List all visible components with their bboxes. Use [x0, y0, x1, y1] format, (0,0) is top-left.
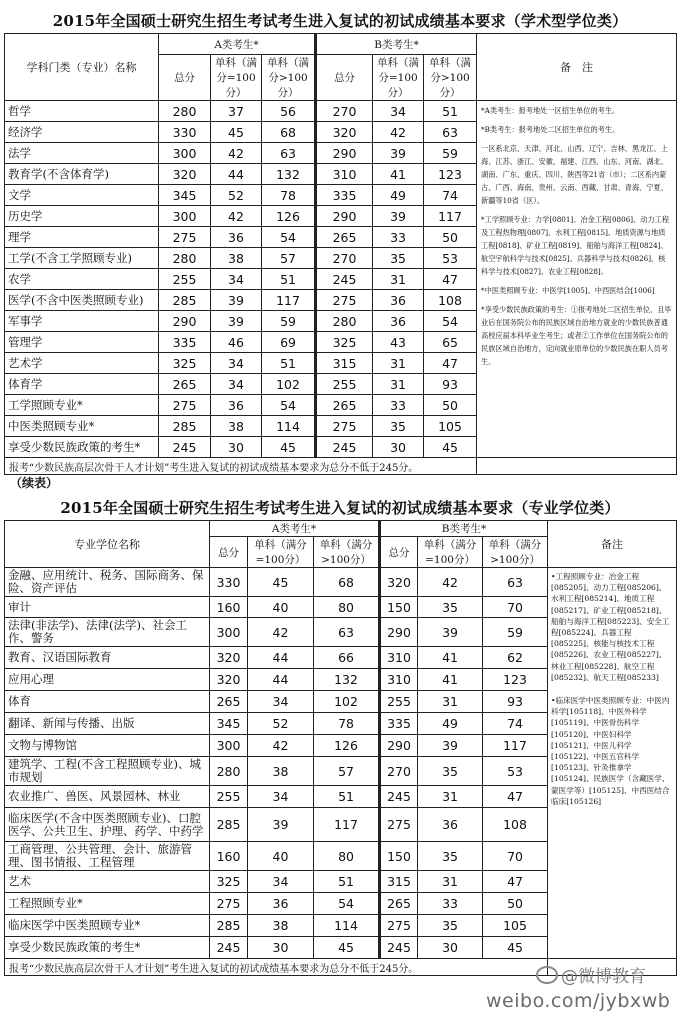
- table-footer-note: 报考“少数民族高层次骨干人才计划”考生进入复试的初试成绩基本要求为总分不低于245分。: [5, 959, 548, 976]
- row-value-cell: 280: [159, 248, 211, 269]
- row-value-cell: 310: [380, 647, 418, 669]
- row-value-cell: 39: [373, 143, 424, 164]
- table1-title: 2015年全国硕士研究生招生考试考生进入复试的初试成绩基本要求（学术型学位类）: [52, 12, 628, 30]
- row-value-cell: 45: [314, 937, 380, 959]
- row-value-cell: 300: [159, 143, 211, 164]
- row-value-cell: 315: [316, 353, 373, 374]
- row-value-cell: 42: [418, 568, 483, 597]
- row-value-cell: 65: [424, 332, 477, 353]
- row-name-cell: 艺术学: [5, 353, 159, 374]
- table1-a-single-header: 单科（满分=100分）: [211, 55, 262, 101]
- row-value-cell: 66: [314, 647, 380, 669]
- row-value-cell: 245: [316, 437, 373, 458]
- row-value-cell: 320: [210, 647, 248, 669]
- row-value-cell: 51: [314, 786, 380, 808]
- row-name-cell: 金融、应用统计、税务、国际商务、保险、资产评估: [5, 568, 210, 597]
- remark-paragraph: *A类考生：报考地处一区招生单位的考生。: [481, 106, 620, 115]
- table1-name-header: 学科门类（专业）名称: [5, 34, 159, 101]
- row-value-cell: 265: [316, 395, 373, 416]
- weibo-watermark-handle: [536, 962, 646, 987]
- row-value-cell: 44: [248, 647, 314, 669]
- row-value-cell: 78: [314, 713, 380, 735]
- row-value-cell: 265: [159, 374, 211, 395]
- row-value-cell: 44: [248, 669, 314, 691]
- row-value-cell: 285: [159, 290, 211, 311]
- row-value-cell: 54: [262, 395, 316, 416]
- row-name-cell: 农学: [5, 269, 159, 290]
- row-value-cell: 310: [380, 669, 418, 691]
- row-value-cell: 52: [248, 713, 314, 735]
- row-value-cell: 93: [483, 691, 548, 713]
- row-value-cell: 290: [316, 206, 373, 227]
- row-value-cell: 290: [159, 311, 211, 332]
- row-value-cell: 105: [424, 416, 477, 437]
- row-value-cell: 126: [314, 735, 380, 757]
- table2-b-single-over-header: 单科（满分>100分）: [483, 537, 548, 568]
- row-name-cell: 经济学: [5, 122, 159, 143]
- row-value-cell: 330: [210, 568, 248, 597]
- row-value-cell: 150: [380, 842, 418, 871]
- row-value-cell: 57: [262, 248, 316, 269]
- row-value-cell: 300: [159, 206, 211, 227]
- row-value-cell: 126: [262, 206, 316, 227]
- row-value-cell: 51: [424, 101, 477, 122]
- row-value-cell: 117: [424, 206, 477, 227]
- row-name-cell: 教育学(不含体育学): [5, 164, 159, 185]
- row-value-cell: 57: [314, 757, 380, 786]
- row-value-cell: 33: [418, 893, 483, 915]
- row-value-cell: 51: [262, 353, 316, 374]
- row-value-cell: 34: [211, 353, 262, 374]
- row-value-cell: 45: [483, 937, 548, 959]
- row-value-cell: 320: [210, 669, 248, 691]
- row-value-cell: 290: [380, 735, 418, 757]
- row-value-cell: 280: [210, 757, 248, 786]
- row-name-cell: 体育: [5, 691, 210, 713]
- row-value-cell: 285: [159, 416, 211, 437]
- row-value-cell: 53: [424, 248, 477, 269]
- row-value-cell: 30: [373, 437, 424, 458]
- row-name-cell: 临床医学(不含中医类照顾专业)、口腔医学、公共卫生、护理、药学、中药学: [5, 808, 210, 842]
- row-value-cell: 59: [424, 143, 477, 164]
- row-value-cell: 335: [316, 185, 373, 206]
- row-name-cell: 哲学: [5, 101, 159, 122]
- row-value-cell: 35: [373, 248, 424, 269]
- row-value-cell: 245: [380, 937, 418, 959]
- weibo-logo-icon: [536, 966, 558, 984]
- row-value-cell: 42: [211, 206, 262, 227]
- remark-paragraph: *工学照顾专业：力学[0801]、冶金工程[0806]、动力工程及工程热物理[0807]、水利工程[0815]、地质资源与地质工程[0818]、矿业工程[0819]、船舶与海洋工程[0824]、航空宇航科学与技术[0825]、兵器科学与技术[0826]、核科学与技术[0827]、农业工程[0828]。: [481, 215, 670, 276]
- row-value-cell: 325: [159, 353, 211, 374]
- table-row: [5, 101, 677, 122]
- row-value-cell: 39: [211, 290, 262, 311]
- table2-b-total-header: 总分: [380, 537, 418, 568]
- row-value-cell: 38: [248, 757, 314, 786]
- row-value-cell: 245: [380, 786, 418, 808]
- row-value-cell: 36: [373, 311, 424, 332]
- row-name-cell: 中医类照顾专业*: [5, 416, 159, 437]
- row-value-cell: 80: [314, 842, 380, 871]
- row-value-cell: 42: [373, 122, 424, 143]
- row-name-cell: 理学: [5, 227, 159, 248]
- row-value-cell: 78: [262, 185, 316, 206]
- row-value-cell: 63: [314, 618, 380, 647]
- row-value-cell: 290: [380, 618, 418, 647]
- row-value-cell: 102: [262, 374, 316, 395]
- row-value-cell: 36: [418, 808, 483, 842]
- row-name-cell: 法律(非法学)、法律(法学)、社会工作、警务: [5, 618, 210, 647]
- row-value-cell: 275: [380, 915, 418, 937]
- remark-paragraph: *B类考生：报考地处二区招生单位的考生。: [481, 125, 620, 134]
- row-name-cell: 教育、汉语国际教育: [5, 647, 210, 669]
- row-value-cell: 47: [424, 353, 477, 374]
- row-value-cell: 41: [418, 669, 483, 691]
- row-value-cell: 37: [211, 101, 262, 122]
- row-value-cell: 46: [211, 332, 262, 353]
- row-value-cell: 31: [373, 353, 424, 374]
- row-value-cell: 345: [210, 713, 248, 735]
- table2-a-single-header: 单科（满分=100分）: [248, 537, 314, 568]
- row-value-cell: 41: [418, 647, 483, 669]
- table2-b-single-header: 单科（满分=100分）: [418, 537, 483, 568]
- row-value-cell: 345: [159, 185, 211, 206]
- row-value-cell: 275: [316, 416, 373, 437]
- row-value-cell: 47: [424, 269, 477, 290]
- row-value-cell: 255: [380, 691, 418, 713]
- row-value-cell: 35: [418, 757, 483, 786]
- row-value-cell: 40: [248, 597, 314, 618]
- row-value-cell: 52: [211, 185, 262, 206]
- row-value-cell: 51: [262, 269, 316, 290]
- row-value-cell: 255: [210, 786, 248, 808]
- weibo-handle-text: @微博教育: [561, 967, 646, 987]
- row-value-cell: 34: [248, 691, 314, 713]
- table2-remark-header: 备注: [548, 521, 677, 568]
- row-name-cell: 医学(不含中医类照顾专业): [5, 290, 159, 311]
- remarks-cell: [548, 568, 677, 959]
- continued-label: （续表）: [10, 476, 59, 490]
- table-footer-note: 报考“少数民族高层次骨干人才计划”考生进入复试的初试成绩基本要求为总分不低于245分。: [5, 458, 477, 475]
- row-name-cell: 享受少数民族政策的考生*: [5, 437, 159, 458]
- row-value-cell: 39: [418, 618, 483, 647]
- weibo-watermark-url: weibo.com/jybxwb: [486, 990, 671, 1012]
- row-value-cell: 50: [483, 893, 548, 915]
- row-value-cell: 42: [211, 143, 262, 164]
- remark-paragraph: •临床医学中医类照顾专业：中医内科学[105118]、中医外科学[105119]、中医骨伤科学[105120]、中医妇科学[105121]、中医儿科学[105122]、中医五官科学[105123]、针灸推拿学[105124]、民族医学（含藏医学、蒙医学等）[105125]、中西医结合临床[105126]: [551, 696, 670, 806]
- row-value-cell: 117: [314, 808, 380, 842]
- row-value-cell: 310: [316, 164, 373, 185]
- row-value-cell: 39: [248, 808, 314, 842]
- row-value-cell: 290: [316, 143, 373, 164]
- row-name-cell: 体育学: [5, 374, 159, 395]
- row-value-cell: 102: [314, 691, 380, 713]
- row-value-cell: 270: [316, 101, 373, 122]
- row-name-cell: 建筑学、工程(不含工程照顾专业)、城市规划: [5, 757, 210, 786]
- remark-paragraph: 一区系北京、天津、河北、山西、辽宁、吉林、黑龙江、上海、江苏、浙江、安徽、福建、江西、山东、河南、湖北、湖南、广东、重庆、四川、陕西等21省（市）；二区系内蒙古、广西、海南、贵州、云南、西藏、甘肃、青海、宁夏、新疆等10省（区）。: [481, 144, 668, 205]
- row-value-cell: 30: [248, 937, 314, 959]
- row-value-cell: 43: [373, 332, 424, 353]
- row-value-cell: 245: [159, 437, 211, 458]
- row-value-cell: 285: [210, 915, 248, 937]
- row-value-cell: 280: [159, 101, 211, 122]
- table1-b-single-over-header: 单科（满分>100分）: [424, 55, 477, 101]
- remark-paragraph: *中医类照顾专业：中医学[1005]、中西医结合[1006]: [481, 286, 655, 295]
- row-value-cell: 62: [483, 647, 548, 669]
- row-value-cell: 117: [483, 735, 548, 757]
- row-value-cell: 114: [314, 915, 380, 937]
- row-value-cell: 39: [211, 311, 262, 332]
- row-value-cell: 47: [483, 871, 548, 893]
- row-value-cell: 270: [316, 248, 373, 269]
- row-name-cell: 军事学: [5, 311, 159, 332]
- row-name-cell: 临床医学中医类照顾专业*: [5, 915, 210, 937]
- table2-b-header: B类考生*: [380, 521, 548, 537]
- row-value-cell: 114: [262, 416, 316, 437]
- table1-remark-header: 备 注: [477, 34, 677, 101]
- table1: [4, 33, 677, 475]
- row-value-cell: 39: [418, 735, 483, 757]
- table1-a-single-over-header: 单科（满分>100分）: [262, 55, 316, 101]
- row-value-cell: 59: [483, 618, 548, 647]
- row-name-cell: 工学照顾专业*: [5, 395, 159, 416]
- row-value-cell: 49: [418, 713, 483, 735]
- row-value-cell: 35: [418, 915, 483, 937]
- row-value-cell: 31: [418, 691, 483, 713]
- table1-a-header: A类考生*: [159, 34, 316, 55]
- row-value-cell: 300: [210, 618, 248, 647]
- row-value-cell: 280: [316, 311, 373, 332]
- row-value-cell: 54: [314, 893, 380, 915]
- row-name-cell: 审计: [5, 597, 210, 618]
- row-value-cell: 245: [316, 269, 373, 290]
- row-value-cell: 93: [424, 374, 477, 395]
- row-value-cell: 325: [210, 871, 248, 893]
- table-row: [5, 568, 677, 597]
- remarks-cell: [477, 101, 677, 458]
- row-value-cell: 275: [210, 893, 248, 915]
- row-value-cell: 265: [380, 893, 418, 915]
- row-value-cell: 335: [159, 332, 211, 353]
- row-value-cell: 150: [380, 597, 418, 618]
- row-value-cell: 80: [314, 597, 380, 618]
- row-value-cell: 63: [424, 122, 477, 143]
- table1-b-single-header: 单科（满分=100分）: [373, 55, 424, 101]
- row-value-cell: 320: [159, 164, 211, 185]
- row-value-cell: 325: [316, 332, 373, 353]
- table2-a-single-over-header: 单科（满分>100分）: [314, 537, 380, 568]
- row-value-cell: 39: [373, 206, 424, 227]
- row-value-cell: 36: [211, 227, 262, 248]
- row-value-cell: 38: [211, 248, 262, 269]
- table2-name-header: 专业学位名称: [5, 521, 210, 568]
- row-value-cell: 74: [483, 713, 548, 735]
- row-value-cell: 35: [418, 842, 483, 871]
- row-value-cell: 63: [262, 143, 316, 164]
- row-value-cell: 275: [159, 395, 211, 416]
- row-value-cell: 34: [248, 871, 314, 893]
- row-value-cell: 245: [210, 937, 248, 959]
- row-value-cell: 34: [373, 101, 424, 122]
- row-value-cell: 315: [380, 871, 418, 893]
- row-value-cell: 335: [380, 713, 418, 735]
- table2-title: 2015年全国硕士研究生招生考试考生进入复试的初试成绩基本要求（专业学位类）: [60, 499, 620, 517]
- row-name-cell: 历史学: [5, 206, 159, 227]
- row-value-cell: 44: [211, 164, 262, 185]
- row-name-cell: 法学: [5, 143, 159, 164]
- row-value-cell: 108: [483, 808, 548, 842]
- table1-a-total-header: 总分: [159, 55, 211, 101]
- table1-b-total-header: 总分: [316, 55, 373, 101]
- row-value-cell: 33: [373, 395, 424, 416]
- row-name-cell: 艺术: [5, 871, 210, 893]
- row-value-cell: 275: [316, 290, 373, 311]
- row-value-cell: 70: [483, 842, 548, 871]
- row-value-cell: 54: [262, 227, 316, 248]
- row-name-cell: 翻译、新闻与传播、出版: [5, 713, 210, 735]
- row-value-cell: 69: [262, 332, 316, 353]
- row-value-cell: 320: [316, 122, 373, 143]
- row-value-cell: 40: [248, 842, 314, 871]
- row-value-cell: 31: [373, 374, 424, 395]
- row-value-cell: 63: [483, 568, 548, 597]
- row-value-cell: 160: [210, 597, 248, 618]
- row-value-cell: 36: [248, 893, 314, 915]
- row-value-cell: 30: [211, 437, 262, 458]
- row-value-cell: 56: [262, 101, 316, 122]
- row-value-cell: 31: [373, 269, 424, 290]
- row-value-cell: 41: [373, 164, 424, 185]
- table1-b-header: B类考生*: [316, 34, 477, 55]
- row-value-cell: 35: [418, 597, 483, 618]
- row-value-cell: 265: [210, 691, 248, 713]
- row-value-cell: 160: [210, 842, 248, 871]
- row-name-cell: 农业推广、兽医、风景园林、林业: [5, 786, 210, 808]
- row-name-cell: 工程照顾专业*: [5, 893, 210, 915]
- row-value-cell: 33: [373, 227, 424, 248]
- row-value-cell: 255: [316, 374, 373, 395]
- row-name-cell: 管理学: [5, 332, 159, 353]
- row-value-cell: 38: [248, 915, 314, 937]
- row-value-cell: 53: [483, 757, 548, 786]
- row-value-cell: 275: [159, 227, 211, 248]
- row-value-cell: 132: [314, 669, 380, 691]
- row-value-cell: 42: [248, 618, 314, 647]
- row-name-cell: 工学(不含工学照顾专业): [5, 248, 159, 269]
- row-value-cell: 275: [380, 808, 418, 842]
- row-value-cell: 51: [314, 871, 380, 893]
- row-value-cell: 123: [483, 669, 548, 691]
- row-value-cell: 300: [210, 735, 248, 757]
- row-name-cell: 文物与博物馆: [5, 735, 210, 757]
- row-value-cell: 108: [424, 290, 477, 311]
- row-value-cell: 68: [314, 568, 380, 597]
- row-value-cell: 42: [248, 735, 314, 757]
- remark-paragraph: •工程照顾专业：冶金工程[085205]、动力工程[085206]、水利工程[085214]、地质工程[085217]、矿业工程[085218]、船舶与海洋工程[085223]、安全工程[085224]、兵器工程[085225]、核能与核技术工程[085226]、农业工程[085227]、林业工程[085228]、航空工程[085232]、航天工程[085233]: [551, 572, 670, 682]
- remark-paragraph: *享受少数民族政策的考生：①报考地处二区招生单位，且毕业后在国务院公布的民族区域自治地方就业的少数民族普通高校应届本科毕业生考生；或者②工作单位在国务院公布的民族区域自治地方，定向就业原单位的少数民族在职人员考生。: [481, 305, 672, 366]
- row-value-cell: 45: [211, 122, 262, 143]
- row-value-cell: 255: [159, 269, 211, 290]
- row-value-cell: 30: [418, 937, 483, 959]
- row-value-cell: 117: [262, 290, 316, 311]
- row-value-cell: 320: [380, 568, 418, 597]
- row-value-cell: 68: [262, 122, 316, 143]
- row-value-cell: 330: [159, 122, 211, 143]
- footer-blank-cell: [477, 458, 677, 475]
- table2-a-total-header: 总分: [210, 537, 248, 568]
- row-value-cell: 34: [248, 786, 314, 808]
- row-value-cell: 59: [262, 311, 316, 332]
- row-value-cell: 34: [211, 269, 262, 290]
- row-name-cell: 工商管理、公共管理、会计、旅游管理、图书情报、工程管理: [5, 842, 210, 871]
- row-value-cell: 70: [483, 597, 548, 618]
- row-value-cell: 50: [424, 395, 477, 416]
- row-value-cell: 132: [262, 164, 316, 185]
- row-value-cell: 31: [418, 786, 483, 808]
- row-value-cell: 31: [418, 871, 483, 893]
- row-value-cell: 285: [210, 808, 248, 842]
- row-value-cell: 123: [424, 164, 477, 185]
- row-value-cell: 47: [483, 786, 548, 808]
- row-name-cell: 享受少数民族政策的考生*: [5, 937, 210, 959]
- row-value-cell: 36: [211, 395, 262, 416]
- row-value-cell: 38: [211, 416, 262, 437]
- row-value-cell: 45: [248, 568, 314, 597]
- row-name-cell: 文学: [5, 185, 159, 206]
- row-value-cell: 50: [424, 227, 477, 248]
- row-name-cell: 应用心理: [5, 669, 210, 691]
- row-value-cell: 49: [373, 185, 424, 206]
- row-value-cell: 74: [424, 185, 477, 206]
- row-value-cell: 54: [424, 311, 477, 332]
- row-value-cell: 45: [424, 437, 477, 458]
- row-value-cell: 270: [380, 757, 418, 786]
- row-value-cell: 34: [211, 374, 262, 395]
- table2-a-header: A类考生*: [210, 521, 380, 537]
- row-value-cell: 265: [316, 227, 373, 248]
- row-value-cell: 35: [373, 416, 424, 437]
- row-value-cell: 105: [483, 915, 548, 937]
- row-value-cell: 36: [373, 290, 424, 311]
- table2: [4, 520, 677, 976]
- row-value-cell: 45: [262, 437, 316, 458]
